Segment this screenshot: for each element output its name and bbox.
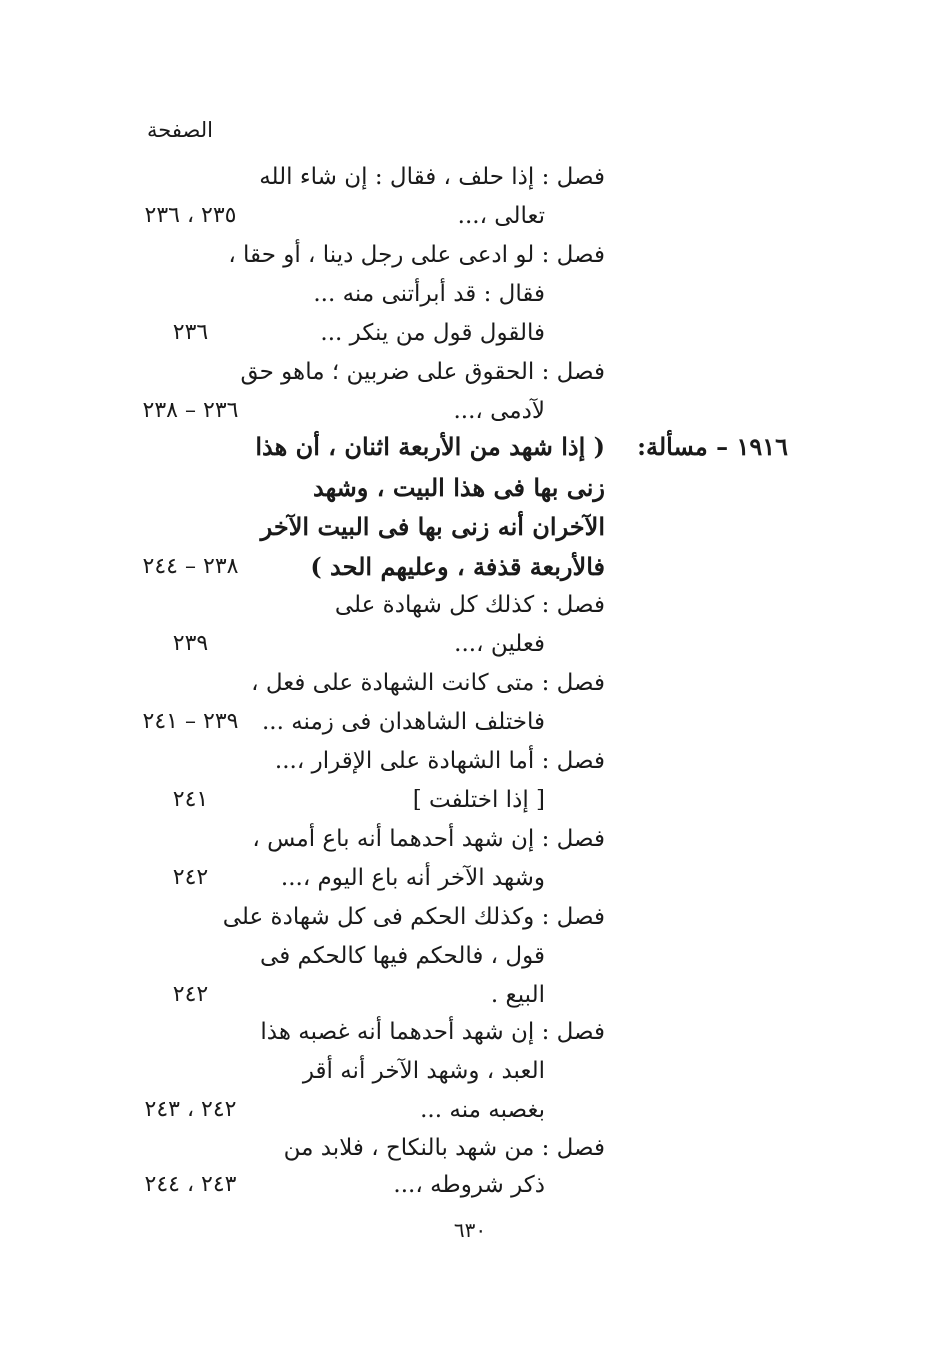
list-item: [0, 314, 940, 352]
entry-text: فصل : لو ادعى على رجل دينا ، أو حقا ،: [228, 242, 605, 268]
list-item: [0, 469, 940, 507]
entry-text: العبد ، وشهد الآخر أنه أقر: [302, 1058, 545, 1084]
entry-text: ( إذا شهد من الأربعة اثنان ، أن هذا: [255, 432, 605, 461]
entry-text: وشهد الآخر أنه باع اليوم ،...: [280, 865, 545, 891]
page-column-header: الصفحة: [147, 118, 213, 142]
list-item: [0, 508, 940, 546]
entry-pages: ٢٣٩ – ٢٤١: [142, 709, 239, 734]
entry-text: فصل : وكذلك الحكم فى كل شهادة على: [222, 904, 605, 930]
entry-pages: ٢٣٨ – ٢٤٤: [142, 554, 239, 579]
list-item: [0, 353, 940, 391]
entry-text: فالقول قول من ينكر ...: [320, 320, 545, 346]
list-item: [0, 275, 940, 313]
list-item: [0, 1013, 940, 1051]
list-item: [0, 1129, 940, 1167]
list-item: [0, 781, 940, 819]
entry-text: فصل : إن شهد أحدهما أنه غصبه هذا: [260, 1019, 605, 1045]
entry-text: [ إذا اختلفت ]: [412, 787, 545, 813]
list-item: [0, 428, 940, 466]
list-item: [0, 1166, 940, 1204]
entry-pages: ٢٣٩: [172, 631, 209, 656]
list-item: [0, 742, 940, 780]
entry-text: تعالى ،...: [457, 203, 545, 229]
entry-text: فصل : أما الشهادة على الإقرار ،...: [274, 748, 605, 774]
entry-text: فعلين ،...: [454, 631, 545, 657]
entry-text: فصل : إذا حلف ، فقال : إن شاء الله: [259, 164, 605, 190]
entry-text: زنى بها فى هذا البيت ، وشهد: [313, 473, 605, 502]
list-item: [0, 236, 940, 274]
entry-pages: ٢٣٥ ، ٢٣٦: [144, 203, 237, 228]
entry-pages: ٢٣٦ – ٢٣٨: [142, 398, 239, 423]
entry-text: البيع .: [490, 982, 545, 1008]
list-item: [0, 158, 940, 196]
entry-pages: ٢٤٢ ، ٢٤٣: [144, 1097, 237, 1122]
entry-text: قول ، فالحكم فيها كالحكم فى: [260, 943, 545, 969]
entry-text: فصل : كذلك كل شهادة على: [334, 592, 605, 618]
list-item: [0, 197, 940, 235]
entry-text: فصل : الحقوق على ضربين ؛ ماهو حق: [240, 359, 605, 385]
list-item: [0, 937, 940, 975]
entry-pages: ٢٤١: [172, 787, 209, 812]
entry-text: فصل : متى كانت الشهادة على فعل ،: [251, 670, 605, 696]
list-item: [0, 1091, 940, 1129]
list-item: [0, 586, 940, 624]
list-item: [0, 1052, 940, 1090]
entry-text: الآخران أنه زنى بها فى البيت الآخر: [260, 512, 605, 541]
entry-pages: ٢٣٦: [172, 320, 209, 345]
entry-text: فاختلف الشاهدان فى زمنه ...: [261, 709, 545, 735]
list-item: [0, 548, 940, 586]
list-item: [0, 976, 940, 1014]
page-number: ٦٣٠: [453, 1218, 487, 1242]
list-item: [0, 625, 940, 663]
entry-text: فصل : من شهد بالنكاح ، فلابد من: [283, 1135, 605, 1161]
entry-text: فقال : قد أبرأتنى منه ...: [313, 281, 545, 307]
list-item: [0, 820, 940, 858]
list-item: [0, 392, 940, 430]
entry-text: لآدمى ،...: [453, 398, 545, 424]
list-item: [0, 703, 940, 741]
entry-pages: ٢٤٣ ، ٢٤٤: [144, 1172, 237, 1197]
list-item: [0, 859, 940, 897]
entry-text: فالأربعة قذفة ، وعليهم الحد ): [310, 552, 605, 581]
list-item: [0, 664, 940, 702]
issue-number: ١٩١٦ – مسألة:: [637, 432, 788, 461]
entry-text: فصل : إن شهد أحدهما أنه باع أمس ،: [252, 826, 605, 852]
entry-text: بغصبه منه ...: [420, 1097, 545, 1123]
entry-pages: ٢٤٢: [172, 982, 209, 1007]
entry-pages: ٢٤٢: [172, 865, 209, 890]
list-item: [0, 898, 940, 936]
entry-text: ذكر شروطه ،...: [393, 1172, 545, 1198]
